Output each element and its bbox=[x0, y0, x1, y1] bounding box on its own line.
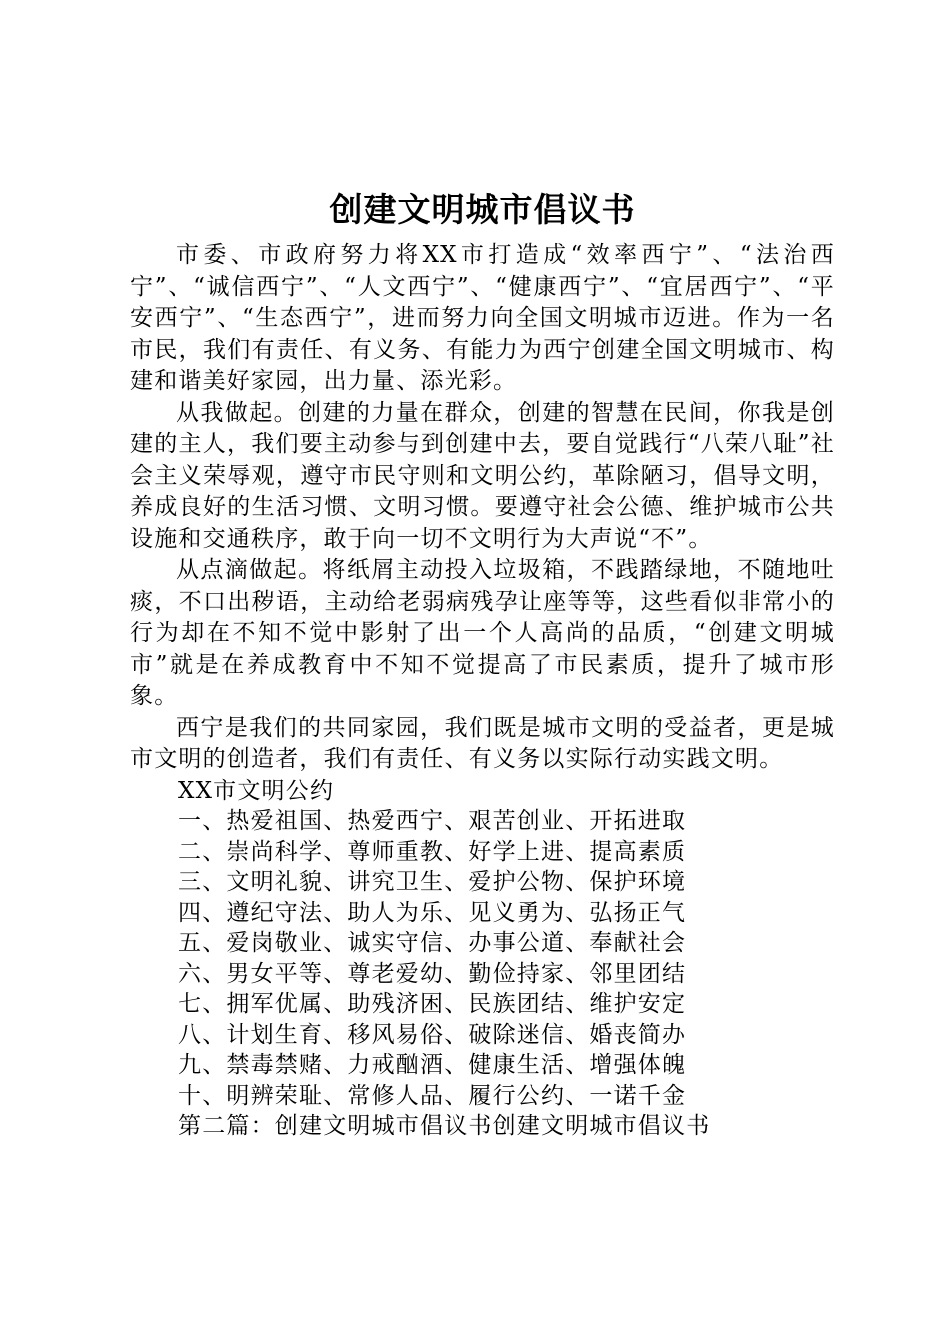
convention-item: 十、明辨荣耻、常修人品、履行公约、一诺千金 bbox=[178, 1082, 687, 1109]
convention-item: 八、计划生育、移风易俗、破除迷信、婚丧简办 bbox=[178, 1021, 687, 1048]
convention-item: 六、男女平等、尊老爱幼、勤俭持家、邻里团结 bbox=[178, 960, 687, 987]
convention-item: 二、崇尚科学、尊师重教、好学上进、提高素质 bbox=[178, 838, 687, 865]
paragraph-intro: 市委、市政府努力将XX市打造成“效率西宁”、“法治西宁”、“诚信西宁”、“人文西宁”、“健康西宁”、“宜居西宁”、“平安西宁”、“生态西宁”，进而努力向全国文明城市迈进。作为一名市民，我们有责任、有义务、有能力为西宁创建全国文明城市、构建和谐美好家园，出力量、添光彩。 bbox=[130, 242, 835, 394]
document-page bbox=[130, 180, 835, 1142]
convention-item: 三、文明礼貌、讲究卫生、爱护公物、保护环境 bbox=[178, 869, 687, 895]
convention-item: 七、拥军优属、助残济困、民族团结、维护安定 bbox=[178, 991, 687, 1017]
paragraph-start-from-me: 从我做起。创建的力量在群众，创建的智慧在民间，你我是创建的主人，我们要主动参与到创建中去，要自觉践行“八荣八耻”社会主义荣辱观，遵守市民守则和文明公约，革除陋习，倡导文明，养成良好的生活习惯、文明习惯。要遵守社会公德、维护城市公共设施和交通秩序，敢于向一切不文明行为大声说“不”。 bbox=[130, 399, 835, 552]
next-section-heading: 第二篇：创建文明城市倡议书创建文明城市倡议书 bbox=[178, 1113, 711, 1139]
convention-list bbox=[130, 806, 835, 1111]
paragraph-common-home: 西宁是我们的共同家园，我们既是城市文明的受益者，更是城市文明的创造者，我们有责任、有义务以实际行动实践文明。 bbox=[130, 714, 835, 772]
convention-item: 五、爱岗敬业、诚实守信、办事公道、奉献社会 bbox=[178, 930, 687, 956]
convention-heading: XX市文明公约 bbox=[178, 777, 335, 804]
convention-item: 一、热爱祖国、热爱西宁、艰苦创业、开拓进取 bbox=[178, 808, 687, 834]
convention-item: 九、禁毒禁赌、力戒酗酒、健康生活、增强体魄 bbox=[178, 1052, 687, 1078]
convention-item: 四、遵纪守法、助人为乐、见义勇为、弘扬正气 bbox=[178, 899, 687, 926]
paragraph-start-from-details: 从点滴做起。将纸屑主动投入垃圾箱，不践踏绿地，不随地吐痰，不口出秽语，主动给老弱病残孕让座等等，这些看似非常小的行为却在不知不觉中影射了出一个人高尚的品质，“创建文明城市”就是在养成教育中不知不觉提高了市民素质，提升了城市形象。 bbox=[130, 557, 835, 709]
document-title: 创建文明城市倡议书 bbox=[329, 190, 636, 229]
